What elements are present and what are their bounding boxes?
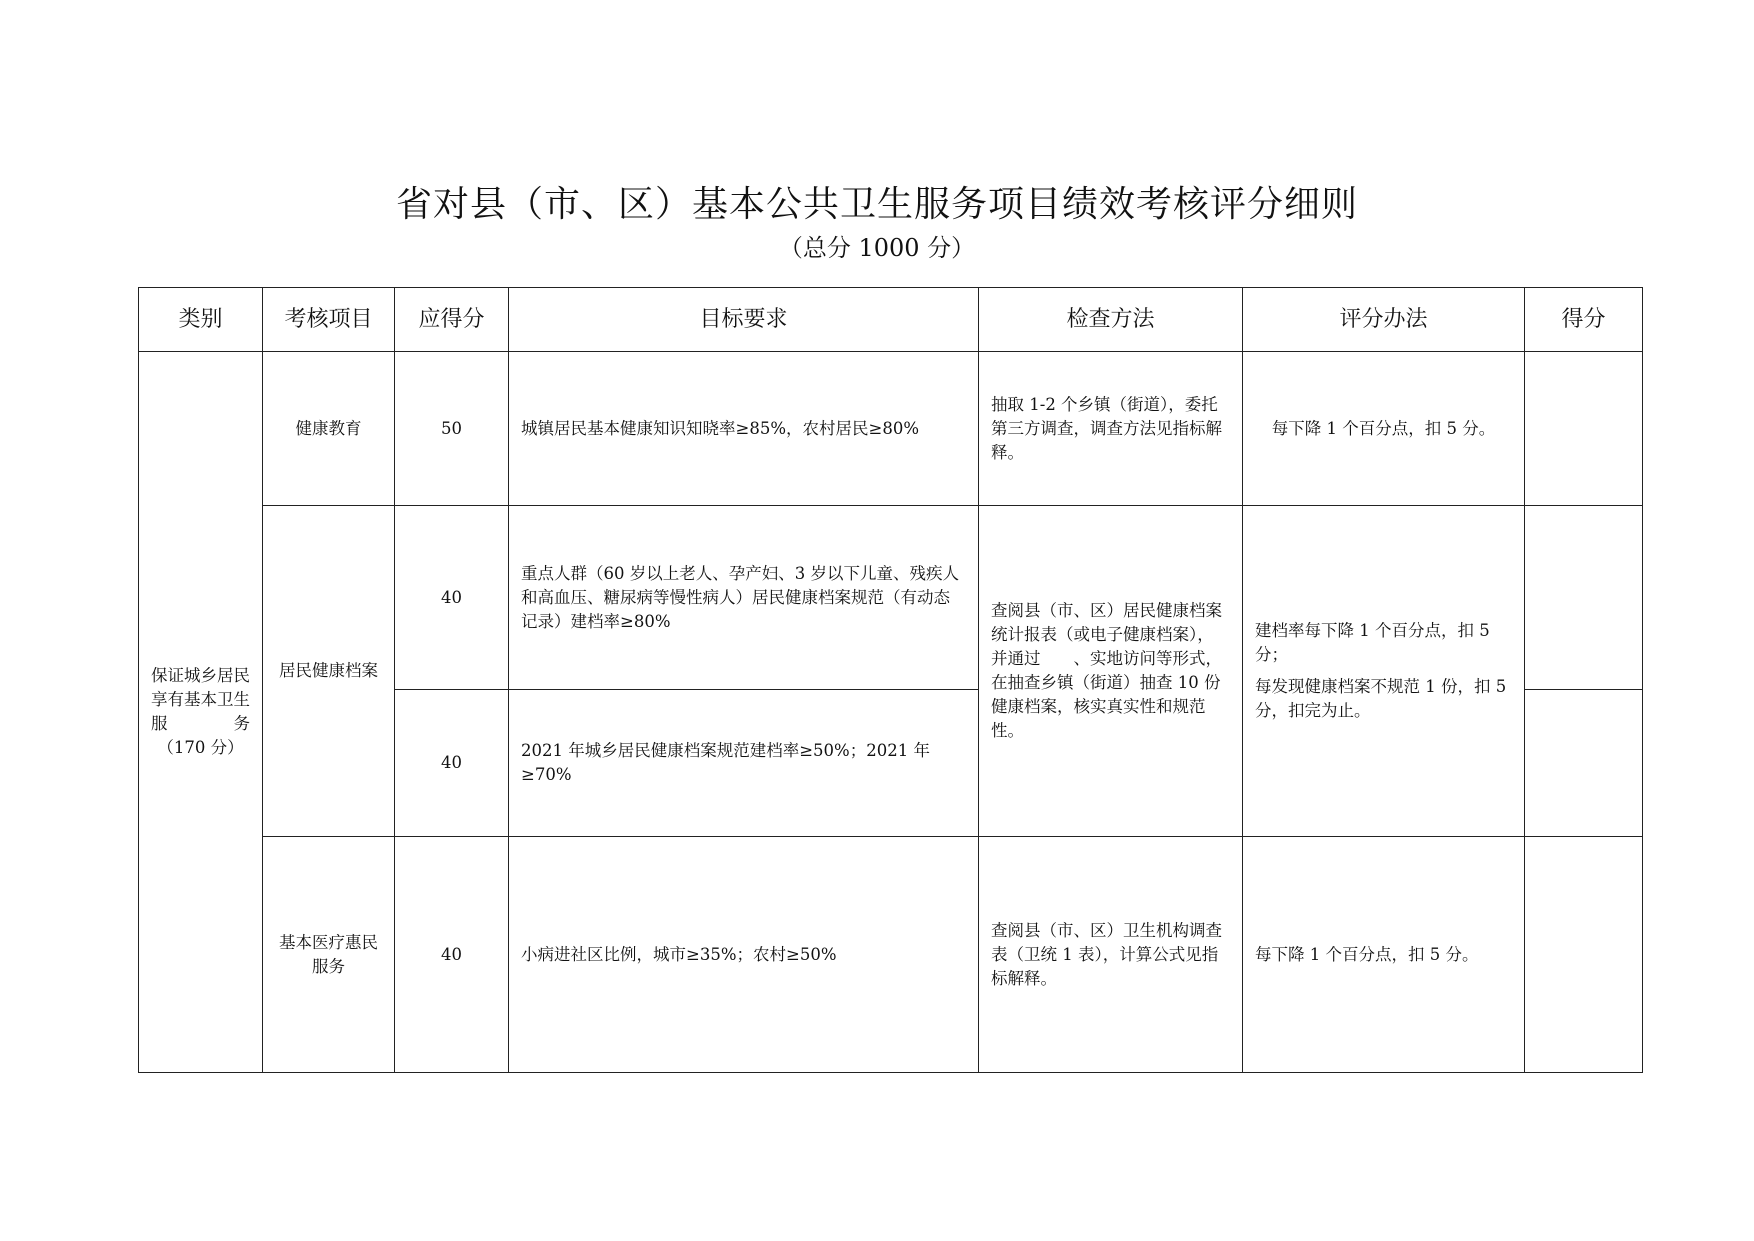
item-cell: 基本医疗惠民服务: [263, 837, 395, 1073]
scoring-cell: 每下降 1 个百分点，扣 5 分。: [1243, 837, 1525, 1073]
document-subtitle: （总分 1000 分）: [778, 234, 976, 262]
target-cell: 重点人群（60 岁以上老人、孕产妇、3 岁以下儿童、残疾人和高血压、糖尿病等慢性病人）居民健康档案规范（有动态记录）建档率≥80%: [509, 506, 979, 690]
category-cell: [139, 352, 263, 1073]
header-item: 考核项目: [263, 288, 395, 352]
points-cell: 40: [395, 690, 509, 837]
method-cell: 查阅县（市、区）居民健康档案统计报表（或电子健康档案），并通过 、实地访问等形式，在抽查乡镇（街道）抽查 10 份健康档案，核实真实性和规范性。: [979, 506, 1243, 837]
item-cell: 居民健康档案: [263, 506, 395, 837]
scoring-rule-nonstandard: 每发现健康档案不规范 1 份，扣 5 分，扣完为止。: [1255, 677, 1507, 720]
target-cell: 小病进社区比例，城市≥35%；农村≥50%: [509, 837, 979, 1073]
header-scoring: 评分办法: [1243, 288, 1525, 352]
scoring-cell: 每下降 1 个百分点，扣 5 分。: [1243, 352, 1525, 506]
points-cell: 40: [395, 506, 509, 690]
points-cell: 40: [395, 837, 509, 1073]
header-category: 类别: [139, 288, 263, 352]
header-target: 目标要求: [509, 288, 979, 352]
scoring-rule-rate: 建档率每下降 1 个百分点，扣 5 分；: [1255, 621, 1490, 664]
target-cell: 城镇居民基本健康知识知晓率≥85%，农村居民≥80%: [509, 352, 979, 506]
document-title: 省对县（市、区）基本公共卫生服务项目绩效考核评分细则: [395, 184, 1358, 225]
header-score: 得分: [1525, 288, 1643, 352]
scoring-table: [138, 287, 1643, 1073]
category-score: （170 分）: [157, 738, 244, 757]
category-name: 保证城乡居民享有基本卫生服务: [151, 666, 250, 733]
table-row: [139, 352, 1643, 506]
method-cell: 抽取 1-2 个乡镇（街道），委托第三方调查，调查方法见指标解释。: [979, 352, 1243, 506]
score-cell: [1525, 690, 1643, 837]
score-cell: [1525, 837, 1643, 1073]
score-cell: [1525, 352, 1643, 506]
table-row: [139, 837, 1643, 1073]
header-method: 检查方法: [979, 288, 1243, 352]
scoring-cell: [1243, 506, 1525, 837]
score-cell: [1525, 506, 1643, 690]
target-cell: 2021 年城乡居民健康档案规范建档率≥50%；2021 年≥70%: [509, 690, 979, 837]
method-cell: 查阅县（市、区）卫生机构调查表（卫统 1 表），计算公式见指标解释。: [979, 837, 1243, 1073]
table-header-row: [139, 288, 1643, 352]
table-row: [139, 506, 1643, 690]
points-cell: 50: [395, 352, 509, 506]
header-points: 应得分: [395, 288, 509, 352]
item-cell: 健康教育: [263, 352, 395, 506]
